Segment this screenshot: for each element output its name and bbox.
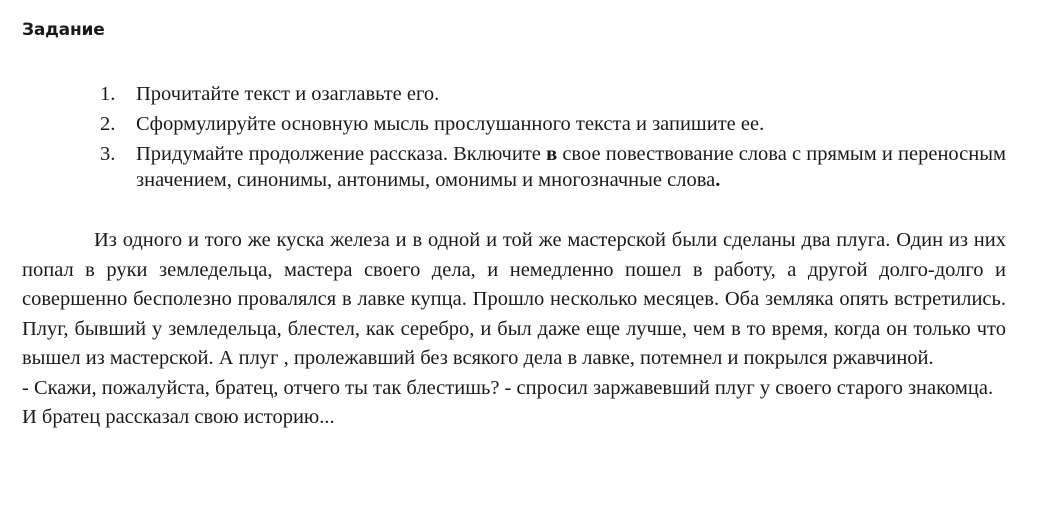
task-text: [136, 139, 1006, 195]
task-number: 2.: [100, 113, 116, 135]
task-bold-period: .: [715, 169, 721, 191]
task-text-part: Придумайте продолжение рассказа. Включите: [136, 143, 547, 165]
task-item: [100, 139, 1006, 195]
task-text: Сформулируйте основную мысль прослушанного текста и запишите ее.: [136, 113, 765, 135]
task-number: 1.: [100, 83, 116, 105]
task-text-part: свое повествование слова с прямым и переносным значением, синонимы, антонимы, омонимы и многозначные слова: [136, 143, 1006, 191]
assignment-heading: Задание: [22, 20, 105, 40]
story-paragraph: Из одного и того же куска железа и в одной и той же мастерской были сделаны два плуга. Один из них попал в руки земледельца, мастера своего дела, и немедленно пошел в работу, а другой долго-долго и совершенно бесполезно провалялся в лавке купца. Прошло несколько месяцев. Оба земляка опять встретились. Плуг, бывший у земледельца, блестел, как серебро, и был даже еще лучше, чем в то время, когда он только что вышел из мастерской. А плуг , пролежавший без всякого дела в лавке, потемнел и покрылся ржавчиной.: [22, 229, 1006, 369]
story-text: [22, 226, 1006, 433]
task-number: 3.: [100, 143, 116, 165]
task-item: [100, 79, 1006, 109]
task-list: [100, 79, 1006, 195]
task-item: [100, 109, 1006, 139]
task-bold-word: в: [546, 143, 558, 165]
story-paragraph: И братец рассказал свою историю...: [22, 406, 335, 428]
task-text: Прочитайте текст и озаглавьте его.: [136, 83, 440, 105]
story-paragraph: - Скажи, пожалуйста, братец, отчего ты так блестишь? - спросил заржавевший плуг у своего старого знакомца.: [22, 376, 994, 399]
